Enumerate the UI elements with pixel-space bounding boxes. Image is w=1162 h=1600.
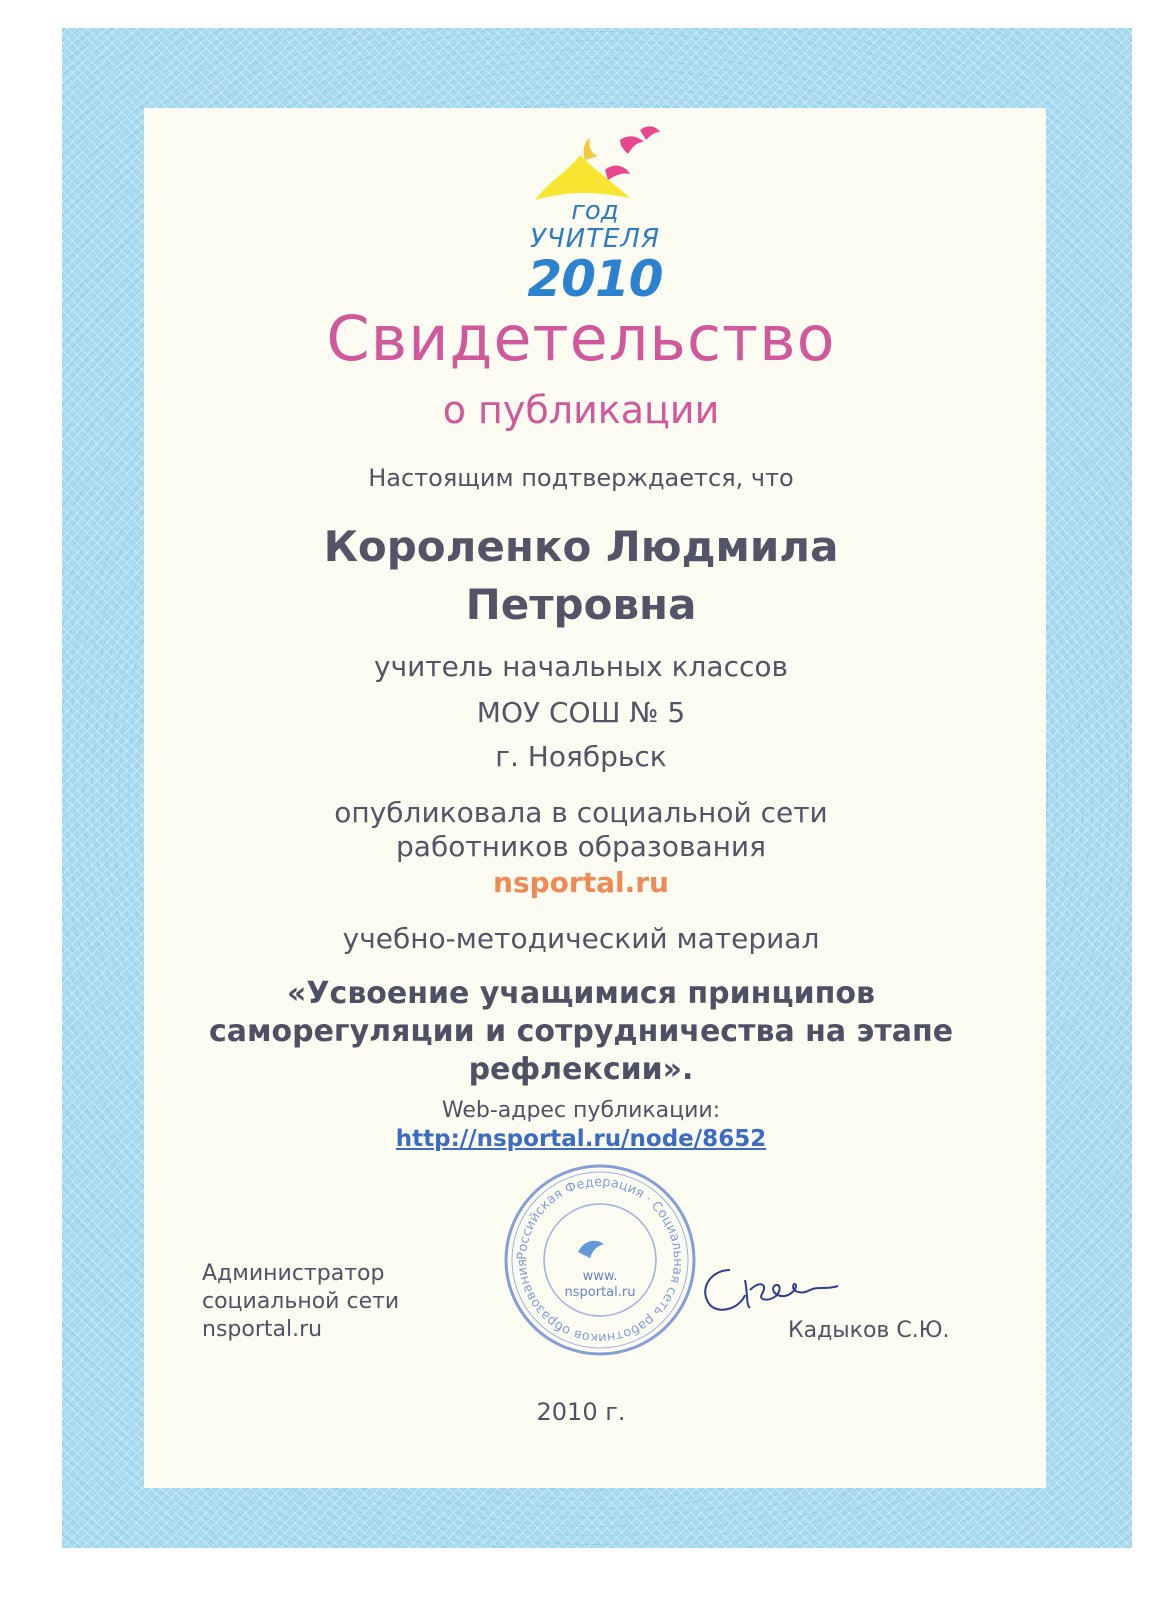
logo-word-god: год: [571, 196, 619, 226]
material-title-line1: «Усвоение учащимися принципов: [287, 976, 875, 1011]
recipient-school: МОУ СОШ № 5: [476, 696, 686, 729]
certificate-title: Свидетельство: [326, 302, 836, 375]
logo-year: 2010: [527, 250, 663, 308]
logo-word-teacher: УЧИТЕЛЯ: [529, 224, 661, 254]
admin-line3: nsportal.ru: [202, 1317, 323, 1342]
stamp-www: www.: [582, 1269, 618, 1284]
material-title-line3: рефлексии».: [468, 1052, 694, 1087]
web-address-label: Web-адрес публикации:: [441, 1098, 721, 1123]
recipient-city: г. Ноябрьск: [495, 740, 667, 773]
publication-text-line2: работников образования: [396, 830, 766, 863]
admin-block: [202, 1260, 399, 1344]
web-address-link[interactable]: http://nsportal.ru/node/8652: [395, 1126, 767, 1152]
recipient-name-line1: Короленко Людмила: [323, 522, 839, 571]
signer-name: Кадыков С.Ю.: [788, 1318, 950, 1343]
certificate-year: 2010 г.: [536, 1398, 626, 1426]
teacher-year-logo: [510, 120, 680, 320]
stamp-site: nsportal.ru: [564, 1285, 636, 1300]
official-stamp: [500, 1160, 700, 1360]
material-title-line2: саморегуляции и сотрудничества на этапе: [208, 1014, 954, 1049]
signature: [690, 1250, 850, 1320]
recipient-name-line2: Петровна: [465, 580, 697, 629]
publication-text-line1: опубликовала в социальной сети: [334, 796, 828, 829]
admin-line2: социальной сети: [202, 1289, 400, 1314]
recipient-position: учитель начальных классов: [374, 650, 788, 683]
stamp-outer-text: Российская Федерация · Социальная сеть работников образования: [514, 1174, 686, 1346]
certificate-subtitle: о публикации: [442, 388, 720, 432]
stamp-dove-icon: [578, 1241, 604, 1258]
confirm-text: Настоящим подтверждается, что: [368, 464, 794, 492]
material-type: учебно-методический материал: [342, 922, 820, 955]
site-name: nsportal.ru: [493, 866, 669, 899]
admin-line1: Администратор: [202, 1261, 385, 1286]
